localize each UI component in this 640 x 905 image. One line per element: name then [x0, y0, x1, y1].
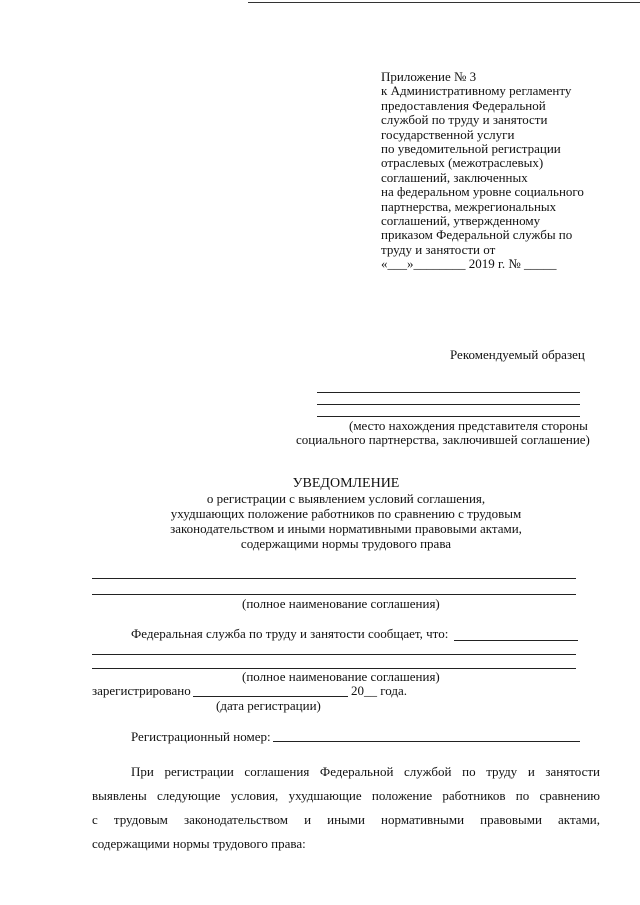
- annex-line: по уведомительной регистрации: [381, 141, 561, 157]
- annex-block: [381, 70, 584, 272]
- registered-year: 20__ года.: [351, 683, 408, 698]
- annex-line: «___»________ 2019 г. № _____: [381, 256, 557, 272]
- annex-line: Приложение № 3: [381, 69, 477, 84]
- notice-subtitle-line: ухудшающих положение работников по сравнению с трудовым: [170, 506, 522, 521]
- paragraph-line: содержащими нормы трудового права:: [92, 836, 306, 851]
- notice-subtitle-line: о регистрации с выявлением условий соглашения,: [206, 491, 486, 506]
- annex-line: к Административному регламенту: [381, 83, 572, 99]
- agreement-caption: (полное наименование соглашения): [242, 669, 440, 684]
- paragraph-line: При регистрации соглашения Федеральной службой по труду и занятости: [131, 764, 600, 779]
- annex-line: службой по труду и занятости: [381, 112, 548, 128]
- annex-line: приказом Федеральной службы по: [381, 227, 573, 243]
- annex-line: соглашений, заключенных: [381, 169, 528, 185]
- service-reports-fill-line[interactable]: [454, 640, 578, 641]
- annex-line: предоставления Федеральной: [381, 97, 546, 113]
- agreement-name-line-2[interactable]: [92, 594, 576, 595]
- address-line-1[interactable]: [317, 392, 580, 393]
- agreement-name-line-3[interactable]: [92, 654, 576, 655]
- sample-label: Рекомендуемый образец: [450, 347, 585, 362]
- reg-number-label: Регистрационный номер:: [131, 729, 271, 744]
- notice-subtitle-line: содержащими нормы трудового права: [240, 536, 452, 551]
- annex-line: труду и занятости от: [381, 241, 496, 257]
- date-caption: (дата регистрации): [216, 698, 321, 713]
- paragraph-line: с трудовым законодательством и иными нормативными правовыми актами,: [92, 812, 600, 827]
- address-line-2[interactable]: [317, 404, 580, 405]
- service-reports-text: Федеральная служба по труду и занятости сообщает, что:: [131, 626, 449, 641]
- address-line-3[interactable]: [317, 416, 580, 417]
- address-caption-1: (место нахождения представителя стороны: [349, 418, 588, 433]
- annex-line: на федеральном уровне социального: [381, 184, 584, 200]
- notice-subtitle-line: законодательством и иными нормативными правовыми актами,: [170, 521, 522, 536]
- annex-line: отраслевых (межотраслевых): [381, 155, 544, 171]
- page-top-rule: [248, 2, 640, 3]
- reg-number-line[interactable]: [273, 741, 580, 742]
- notice-title: УВЕДОМЛЕНИЕ: [292, 476, 400, 491]
- agreement-name-line-1[interactable]: [92, 578, 576, 579]
- paragraph-line: выявлены следующие условия, ухудшающие положение работников по сравнению: [92, 788, 600, 803]
- address-caption-2: социального партнерства, заключившей соглашение): [296, 432, 590, 447]
- annex-line: государственной услуги: [381, 126, 515, 142]
- registered-label: зарегистрировано: [92, 683, 191, 698]
- annex-line: соглашений, утвержденному: [381, 213, 541, 229]
- registration-date-line[interactable]: [193, 696, 348, 697]
- agreement-caption: (полное наименование соглашения): [242, 596, 440, 611]
- annex-line: партнерства, межрегиональных: [381, 198, 557, 214]
